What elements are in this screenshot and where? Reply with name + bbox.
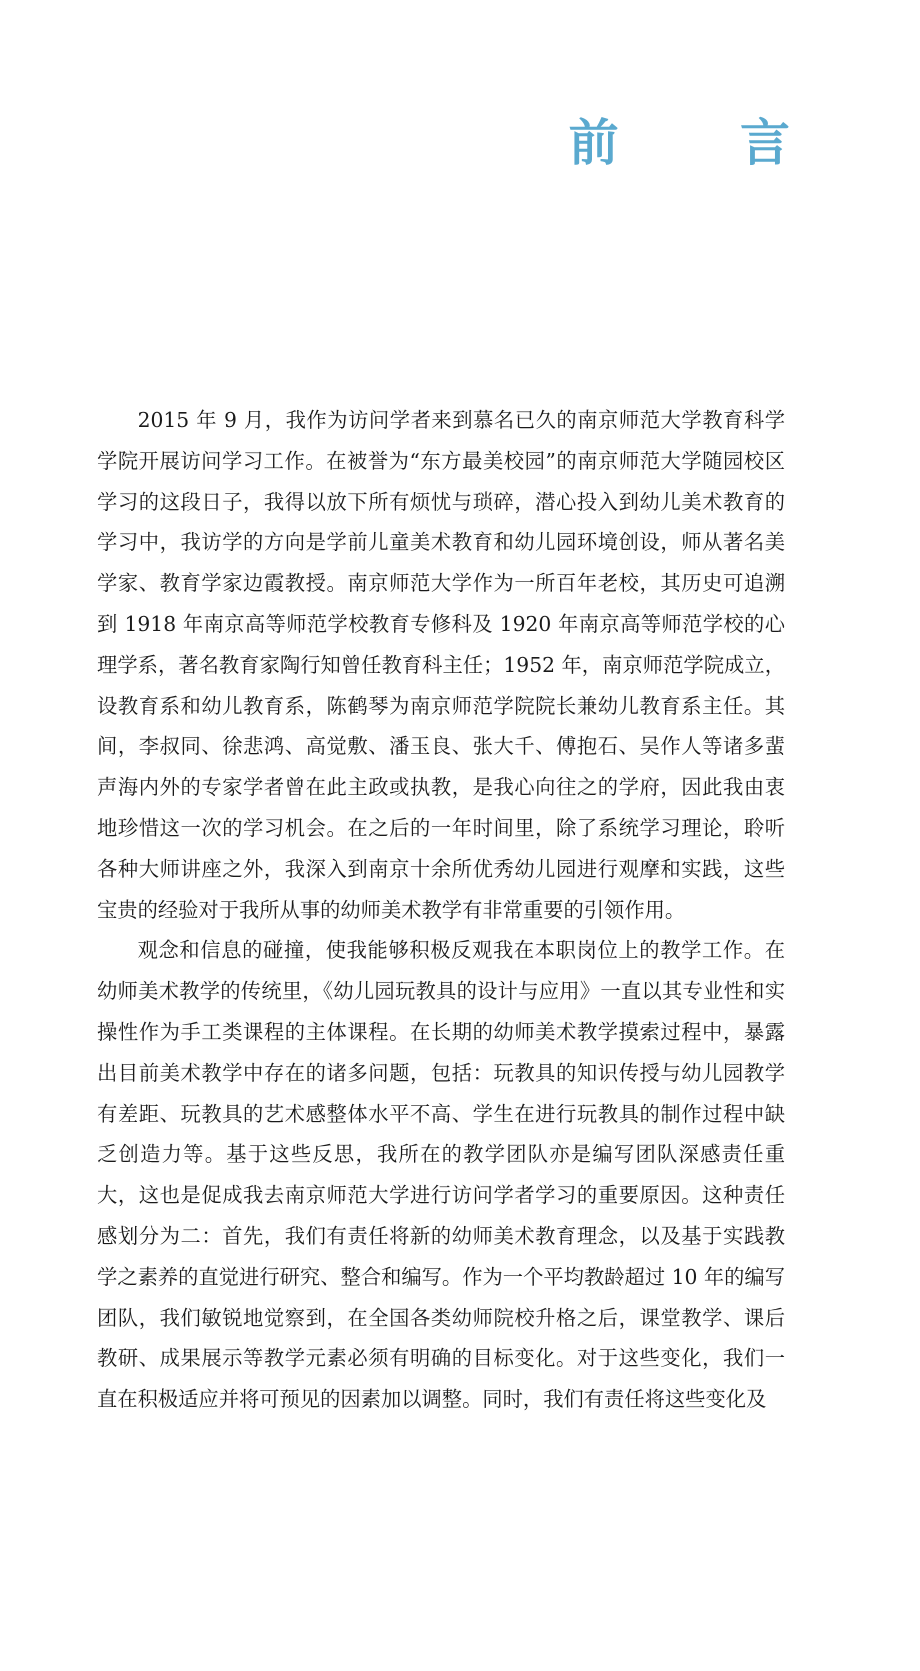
paragraph-2: 观念和信息的碰撞，使我能够积极反观我在本职岗位上的教学工作。在幼师美术教学的传统里，《幼儿园玩教具的设计与应用》一直以其专业性和实操性作为手工类课程的主体课程。在长期的幼师美术教学摸索过程中，暴露出目前美术教学中存在的诸多问题，包括：玩教具的知识传授与幼儿园教学有差距、玩教具的艺术感整体水平不高、学生在进行玩教具的制作过程中缺乏创造力等。基于这些反思，我所在的教学团队亦是编写团队深感责任重大，这也是促成我去南京师范大学进行访问学者学习的重要原因。这种责任感划分为二：首先，我们有责任将新的幼师美术教育理念，以及基于实践教学之素养的直觉进行研究、整合和编写。作为一个平均教龄超过 10 年的编写团队，我们敏锐地觉察到，在全国各类幼师院校升格之后，课堂教学、课后教研、成果展示等教学元素必须有明确的目标变化。对于这些变化，我们一直在积极适应并将可预见的因素加以调整。同时，我们有责任将这些变化及 [97,938,785,1412]
body-text [97,400,785,1420]
page-title: 前 言 [568,114,842,172]
paragraph-1: 2015 年 9 月，我作为访问学者来到慕名已久的南京师范大学教育科学学院开展访问学习工作。在被誉为“东方最美校园”的南京师范大学随园校区学习的这段日子，我得以放下所有烦忧与琐碎，潜心投入到幼儿美术教育的学习中，我访学的方向是学前儿童美术教育和幼儿园环境创设，师从著名美学家、教育学家边霞教授。南京师范大学作为一所百年老校，其历史可追溯到 1918 年南京高等师范学校教育专修科及 1920 年南京高等师范学校的心理学系，著名教育家陶行知曾任教育科主任；1952 年，南京师范学院成立，设教育系和幼儿教育系，陈鹤琴为南京师范学院院长兼幼儿教育系主任。其间，李叔同、徐悲鸿、高觉敷、潘玉良、张大千、傅抱石、吴作人等诸多蜚声海内外的专家学者曾在此主政或执教，是我心向往之的学府，因此我由衷地珍惜这一次的学习机会。在之后的一年时间里，除了系统学习理论，聆听各种大师讲座之外，我深入到南京十余所优秀幼儿园进行观摩和实践，这些宝贵的经验对于我所从事的幼师美术教学有非常重要的引领作用。 [97,408,785,922]
